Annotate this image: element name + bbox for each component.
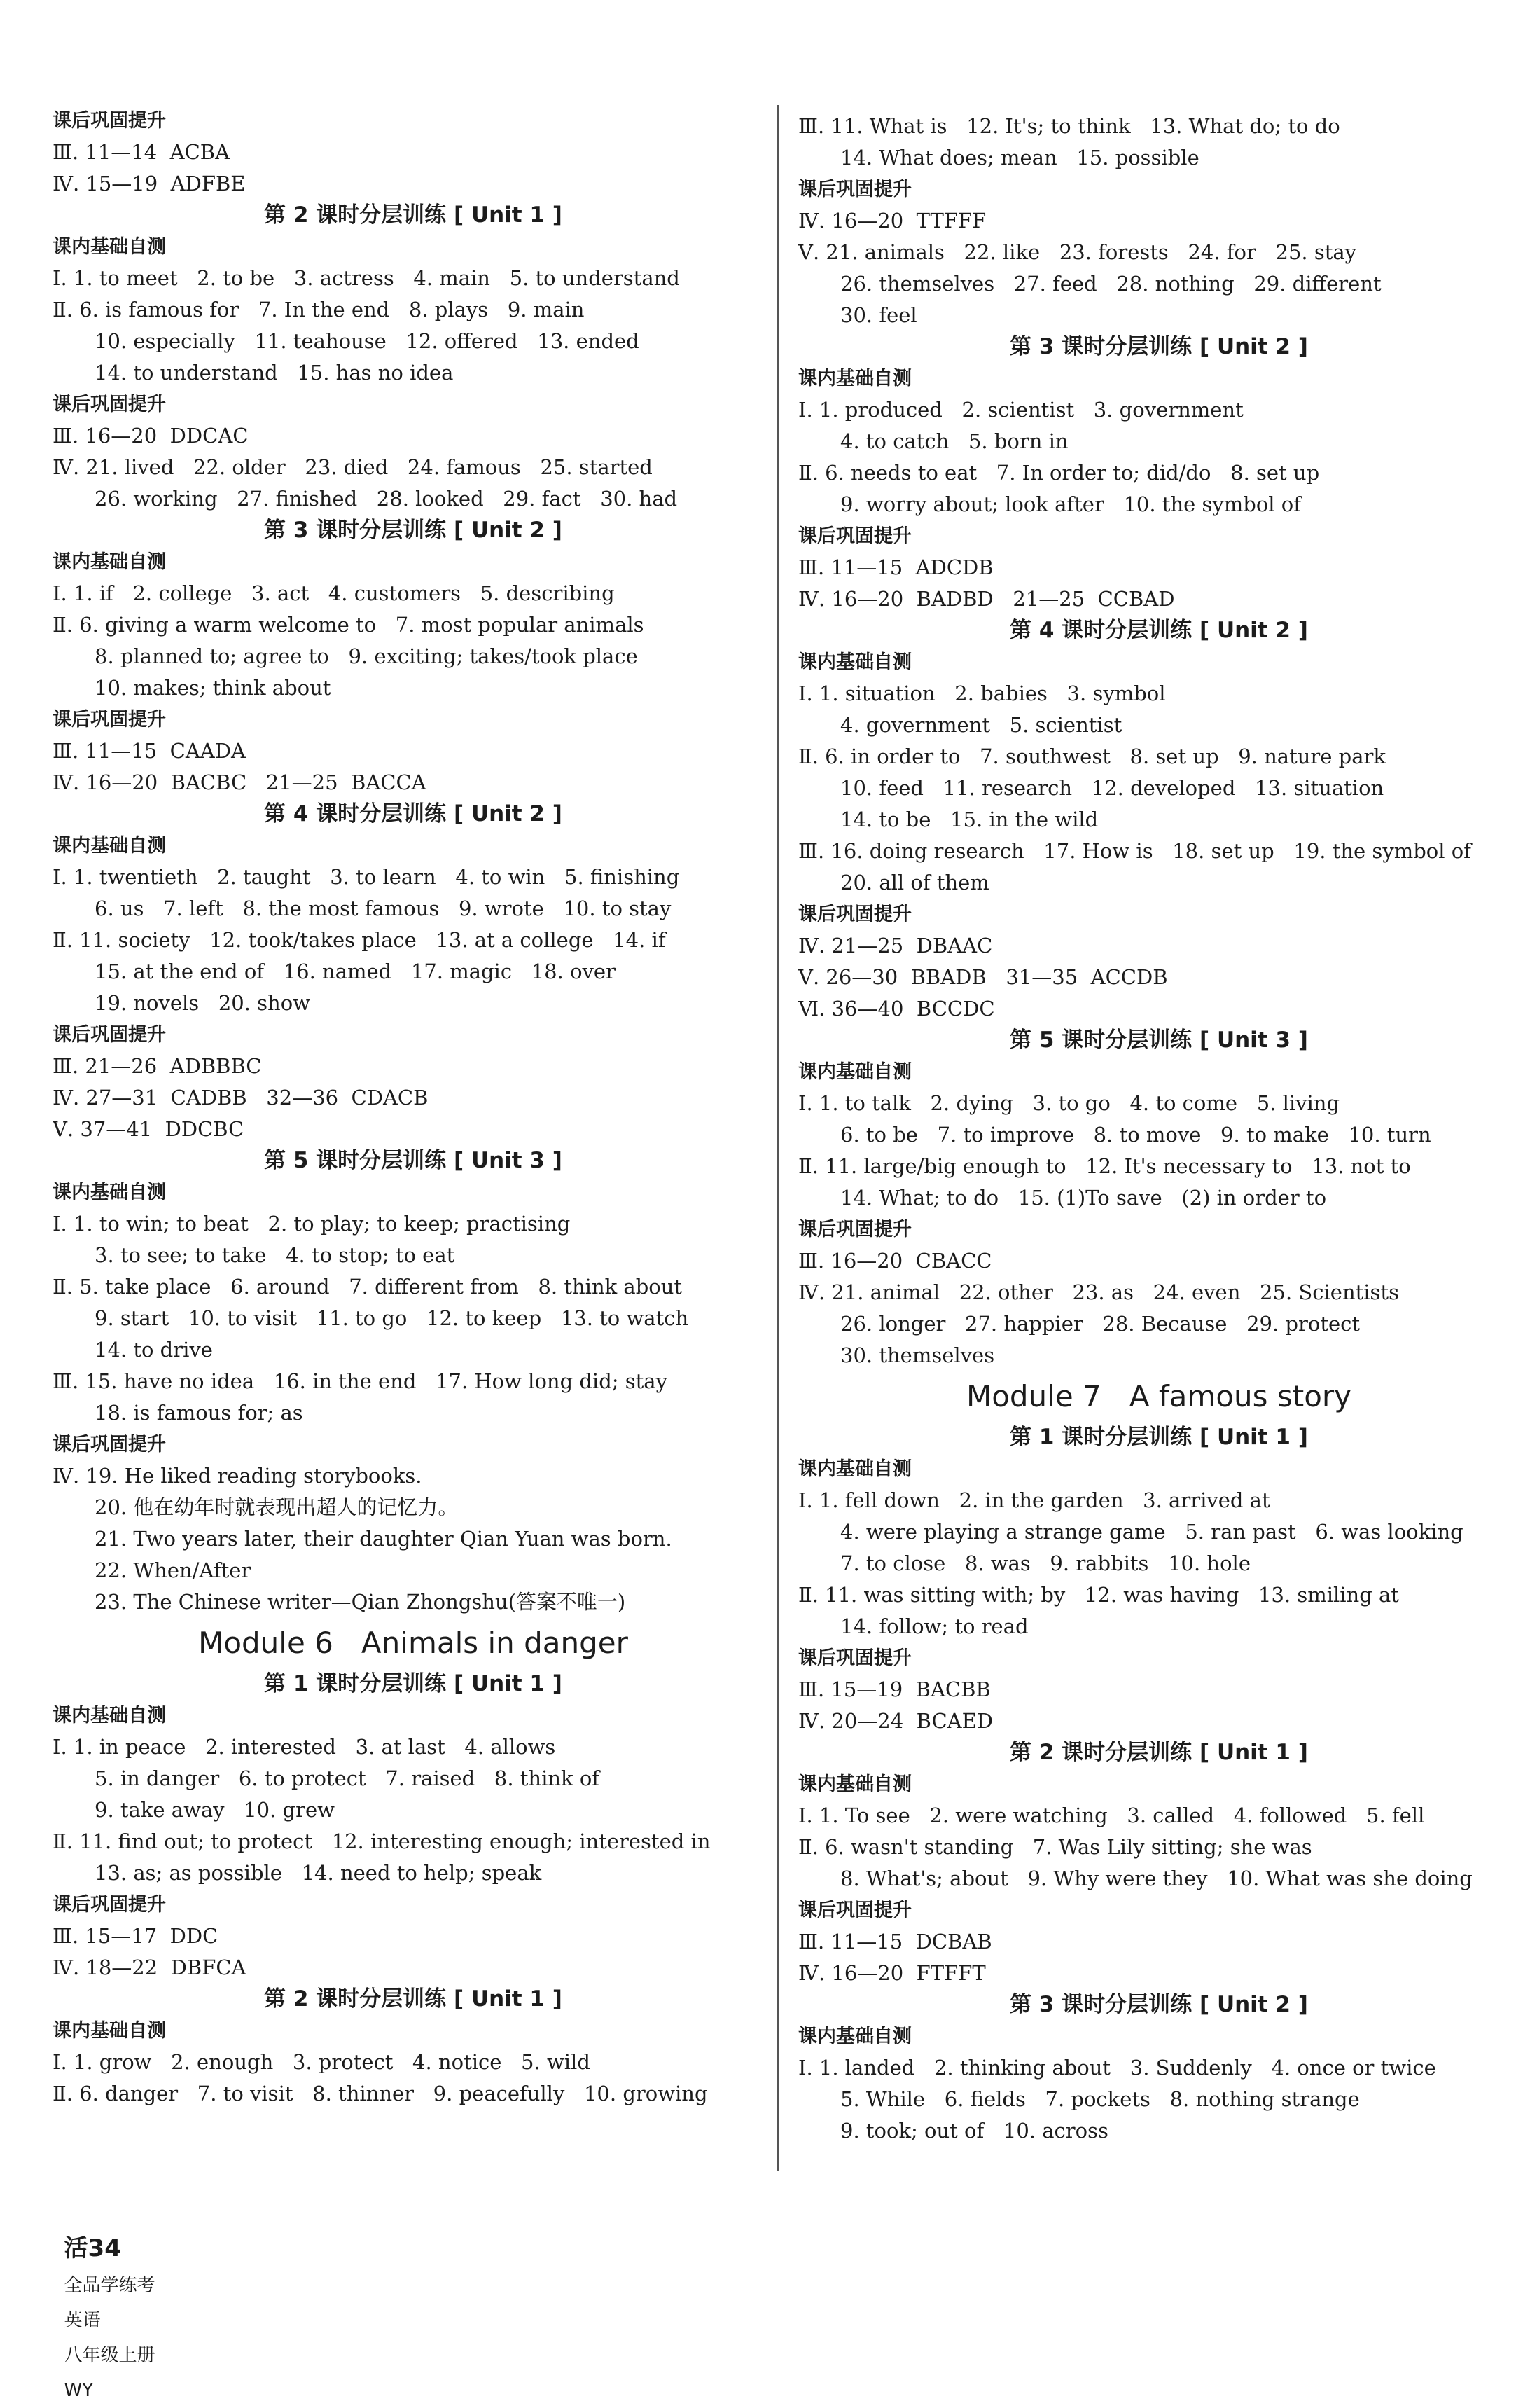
answer-line: Ⅲ. 11—15 CAADA — [53, 739, 246, 763]
section-heading: 课后巩固提升 — [53, 1434, 166, 1455]
answer-line: Ⅰ. 1. fell down 2. in the garden 3. arrived at — [798, 1488, 1270, 1512]
answer-line: Ⅲ. 16—20 CBACC — [798, 1249, 992, 1273]
left-column — [53, 105, 774, 2110]
edition-label: WY — [64, 2380, 94, 2401]
section-heading: 课后巩固提升 — [53, 1894, 166, 1916]
answer-line: Ⅱ. 6. is famous for 7. In the end 8. plays 9. main — [53, 298, 585, 321]
grade-label: 八年级上册 — [64, 2345, 155, 2366]
answer-line: 26. longer 27. happier 28. Because 29. protect — [840, 1312, 1361, 1336]
answer-line: Ⅲ. 11—15 DCBAB — [798, 1930, 992, 1953]
answer-line: Ⅳ. 15—19 ADFBE — [53, 172, 246, 195]
answer-line: Ⅰ. 1. to win; to beat 2. to play; to keep; practising — [53, 1212, 571, 1236]
answer-line: Ⅱ. 11. society 12. took/takes place 13. at a college 14. if — [53, 928, 666, 952]
answer-line: 9. take away 10. grew — [95, 1798, 335, 1822]
section-heading: 课后巩固提升 — [53, 709, 166, 731]
answer-line: Ⅰ. 1. situation 2. babies 3. symbol — [798, 681, 1166, 705]
answer-line: 10. especially 11. teahouse 12. offered 13. ended — [95, 329, 639, 353]
answer-line: 5. in danger 6. to protect 7. raised 8. think of — [95, 1766, 600, 1790]
answer-line: Ⅳ. 19. He liked reading storybooks. — [53, 1464, 422, 1488]
answer-line: Ⅵ. 36—40 BCCDC — [798, 997, 995, 1020]
answer-line: Ⅱ. 6. in order to 7. southwest 8. set up 9. nature park — [798, 745, 1386, 768]
answer-line: Ⅱ. 5. take place 6. around 7. different from 8. think about — [53, 1275, 683, 1299]
answer-line: Ⅳ. 18—22 DBFCA — [53, 1956, 246, 1979]
answer-line: Ⅳ. 16—20 TTFFF — [798, 209, 987, 233]
answer-line: Ⅰ. 1. twentieth 2. taught 3. to learn 4. to win 5. finishing — [53, 865, 680, 889]
section-heading: 课内基础自测 — [53, 551, 166, 573]
column-divider — [777, 105, 779, 2171]
answer-line: Ⅱ. 11. was sitting with; by 12. was having 13. smiling at — [798, 1583, 1399, 1607]
answer-line: 14. to drive — [95, 1338, 213, 1362]
answer-line: 21. Two years later, their daughter Qian Yuan was born. — [95, 1527, 672, 1551]
section-heading: 课内基础自测 — [798, 368, 912, 389]
answer-line: Ⅲ. 16. doing research 17. How is 18. set up 19. the symbol of — [798, 839, 1471, 863]
section-heading: 课后巩固提升 — [53, 394, 166, 415]
answer-line: Ⅱ. 6. giving a warm welcome to 7. most popular animals — [53, 613, 644, 637]
answer-line: 14. to understand 15. has no idea — [95, 361, 454, 385]
section-heading: 课后巩固提升 — [798, 1900, 912, 1921]
answer-line: 19. novels 20. show — [95, 991, 311, 1015]
answer-line: 8. planned to; agree to 9. exciting; takes/took place — [95, 644, 638, 668]
answer-line: Ⅲ. 11—15 ADCDB — [798, 555, 994, 579]
answer-line: 4. government 5. scientist — [840, 713, 1122, 737]
section-heading: 课内基础自测 — [798, 1458, 912, 1480]
lesson-heading: 第 5 课时分层训练 [ Unit 3 ] — [1010, 1027, 1308, 1053]
answer-line: 5. While 6. fields 7. pockets 8. nothing strange — [840, 2087, 1360, 2111]
answer-line: 23. The Chinese writer—Qian Zhongshu(答案不唯一) — [95, 1590, 626, 1614]
module-title: Module 7 A famous story — [966, 1379, 1352, 1413]
section-heading: 课内基础自测 — [53, 236, 166, 258]
section-heading: 课后巩固提升 — [53, 110, 166, 132]
section-heading: 课内基础自测 — [798, 651, 912, 673]
answer-line: Ⅲ. 11—14 ACBA — [53, 140, 230, 164]
answer-line: 4. were playing a strange game 5. ran past 6. was looking — [840, 1520, 1463, 1544]
answer-line: 20. 他在幼年时就表现出超人的记忆力。 — [95, 1495, 459, 1519]
answer-line: 14. to be 15. in the wild — [840, 808, 1099, 831]
answer-line: Ⅲ. 15. have no idea 16. in the end 17. How long did; stay — [53, 1369, 667, 1393]
answer-line: Ⅲ. 11. What is 12. It's; to think 13. What do; to do — [798, 114, 1340, 138]
section-heading: 课后巩固提升 — [798, 179, 912, 200]
answer-line: 14. What; to do 15. (1)To save (2) in order to — [840, 1186, 1327, 1210]
answer-line: 20. all of them — [840, 871, 989, 894]
answer-line: 14. What does; mean 15. possible — [840, 146, 1199, 169]
answer-line: Ⅰ. 1. grow 2. enough 3. protect 4. notice 5. wild — [53, 2050, 590, 2074]
section-heading: 课内基础自测 — [53, 2020, 166, 2042]
section-heading: 课后巩固提升 — [798, 1219, 912, 1240]
answer-line: Ⅱ. 6. danger 7. to visit 8. thinner 9. peacefully 10. growing — [53, 2082, 708, 2105]
section-heading: 课内基础自测 — [53, 1705, 166, 1727]
answer-line: 26. themselves 27. feed 28. nothing 29. different — [840, 272, 1382, 296]
lesson-heading: 第 1 课时分层训练 [ Unit 1 ] — [1010, 1425, 1308, 1450]
section-heading: 课后巩固提升 — [798, 525, 912, 547]
answer-line: 14. follow; to read — [840, 1614, 1029, 1638]
answer-line: Ⅱ. 11. large/big enough to 12. It's necessary to 13. not to — [798, 1154, 1411, 1178]
book-title: 全品学练考 — [64, 2275, 155, 2296]
answer-line: Ⅳ. 20—24 BCAED — [798, 1709, 994, 1733]
right-column — [798, 111, 1519, 2147]
answer-line: Ⅰ. 1. To see 2. were watching 3. called 4. followed 5. fell — [798, 1804, 1425, 1827]
answer-line: 15. at the end of 16. named 17. magic 18. over — [95, 960, 616, 983]
answer-line: 10. feed 11. research 12. developed 13. situation — [840, 776, 1384, 800]
lesson-heading: 第 4 课时分层训练 [ Unit 2 ] — [264, 801, 562, 826]
lesson-heading: 第 2 课时分层训练 [ Unit 1 ] — [264, 202, 562, 228]
section-heading: 课后巩固提升 — [798, 1647, 912, 1669]
answer-line: 18. is famous for; as — [95, 1401, 303, 1425]
answer-line: 6. us 7. left 8. the most famous 9. wrote 10. to stay — [95, 897, 672, 920]
answer-line: 26. working 27. finished 28. looked 29. fact 30. had — [95, 487, 678, 511]
answer-line: 3. to see; to take 4. to stop; to eat — [95, 1243, 455, 1267]
answer-line: 7. to close 8. was 9. rabbits 10. hole — [840, 1551, 1251, 1575]
page-footer — [53, 2196, 171, 2401]
answer-line: Ⅲ. 15—17 DDC — [53, 1924, 218, 1948]
lesson-heading: 第 3 课时分层训练 [ Unit 2 ] — [1010, 1992, 1308, 2017]
lesson-heading: 第 4 课时分层训练 [ Unit 2 ] — [1010, 618, 1308, 643]
answer-line: Ⅰ. 1. if 2. college 3. act 4. customers 5. describing — [53, 581, 615, 605]
module-title: Module 6 Animals in danger — [198, 1626, 628, 1660]
answer-line: Ⅳ. 27—31 CADBB 32—36 CDACB — [53, 1086, 429, 1109]
answer-line: Ⅱ. 6. wasn't standing 7. Was Lily sitting; she was — [798, 1835, 1312, 1859]
answer-line: Ⅰ. 1. produced 2. scientist 3. government — [798, 398, 1244, 422]
answer-line: 10. makes; think about — [95, 676, 331, 700]
answer-line: Ⅳ. 16—20 FTFFT — [798, 1961, 986, 1985]
answer-line: 9. took; out of 10. across — [840, 2119, 1108, 2143]
answer-line: Ⅳ. 16—20 BACBC 21—25 BACCA — [53, 770, 426, 794]
page-number: 活34 — [64, 2234, 121, 2262]
answer-line: 30. themselves — [840, 1343, 995, 1367]
answer-line: Ⅰ. 1. in peace 2. interested 3. at last 4. allows — [53, 1735, 556, 1759]
answer-line: 9. start 10. to visit 11. to go 12. to keep 13. to watch — [95, 1306, 689, 1330]
answer-line: 22. When/After — [95, 1558, 251, 1582]
answer-line: 9. worry about; look after 10. the symbol of — [840, 492, 1301, 516]
answer-line: Ⅴ. 21. animals 22. like 23. forests 24. for 25. stay — [798, 240, 1357, 264]
lesson-heading: 第 3 课时分层训练 [ Unit 2 ] — [264, 518, 562, 543]
answer-line: Ⅳ. 16—20 BADBD 21—25 CCBAD — [798, 587, 1175, 611]
answer-line: Ⅲ. 21—26 ADBBBC — [53, 1054, 262, 1078]
lesson-heading: 第 2 课时分层训练 [ Unit 1 ] — [264, 1986, 562, 2012]
answer-line: Ⅴ. 26—30 BBADB 31—35 ACCDB — [798, 965, 1168, 989]
lesson-heading: 第 5 课时分层训练 [ Unit 3 ] — [264, 1148, 562, 1173]
section-heading: 课内基础自测 — [798, 2026, 912, 2047]
lesson-heading: 第 3 课时分层训练 [ Unit 2 ] — [1010, 334, 1308, 359]
section-heading: 课后巩固提升 — [798, 904, 912, 925]
lesson-heading: 第 1 课时分层训练 [ Unit 1 ] — [264, 1671, 562, 1696]
answer-line: Ⅲ. 15—19 BACBB — [798, 1677, 991, 1701]
section-heading: 课内基础自测 — [53, 835, 166, 857]
answer-line: Ⅰ. 1. to meet 2. to be 3. actress 4. main 5. to understand — [53, 266, 680, 290]
answer-line: Ⅳ. 21. lived 22. older 23. died 24. famous 25. started — [53, 455, 653, 479]
section-heading: 课内基础自测 — [53, 1182, 166, 1203]
answer-line: Ⅲ. 16—20 DDCAC — [53, 424, 249, 448]
section-heading: 课内基础自测 — [798, 1773, 912, 1795]
section-heading: 课内基础自测 — [798, 1061, 912, 1083]
answer-line: 8. What's; about 9. Why were they 10. What was she doing — [840, 1867, 1473, 1890]
lesson-heading: 第 2 课时分层训练 [ Unit 1 ] — [1010, 1740, 1308, 1765]
answer-line: Ⅱ. 6. needs to eat 7. In order to; did/do 8. set up — [798, 461, 1320, 485]
answer-line: Ⅰ. 1. to talk 2. dying 3. to go 4. to come 5. living — [798, 1091, 1340, 1115]
section-heading: 课后巩固提升 — [53, 1024, 166, 1046]
answer-line: Ⅴ. 37—41 DDCBC — [53, 1117, 244, 1141]
answer-line: Ⅱ. 11. find out; to protect 12. interesting enough; interested in — [53, 1829, 711, 1853]
answer-line: 30. feel — [840, 303, 917, 327]
answer-line: 6. to be 7. to improve 8. to move 9. to make 10. turn — [840, 1123, 1431, 1147]
subject-label: 英语 — [64, 2310, 101, 2331]
answer-line: Ⅰ. 1. landed 2. thinking about 3. Suddenly 4. once or twice — [798, 2056, 1436, 2080]
answer-line: Ⅳ. 21. animal 22. other 23. as 24. even 25. Scientists — [798, 1280, 1399, 1304]
answer-line: 13. as; as possible 14. need to help; speak — [95, 1861, 542, 1885]
answer-line: Ⅳ. 21—25 DBAAC — [798, 934, 993, 957]
answer-line: 4. to catch 5. born in — [840, 429, 1069, 453]
